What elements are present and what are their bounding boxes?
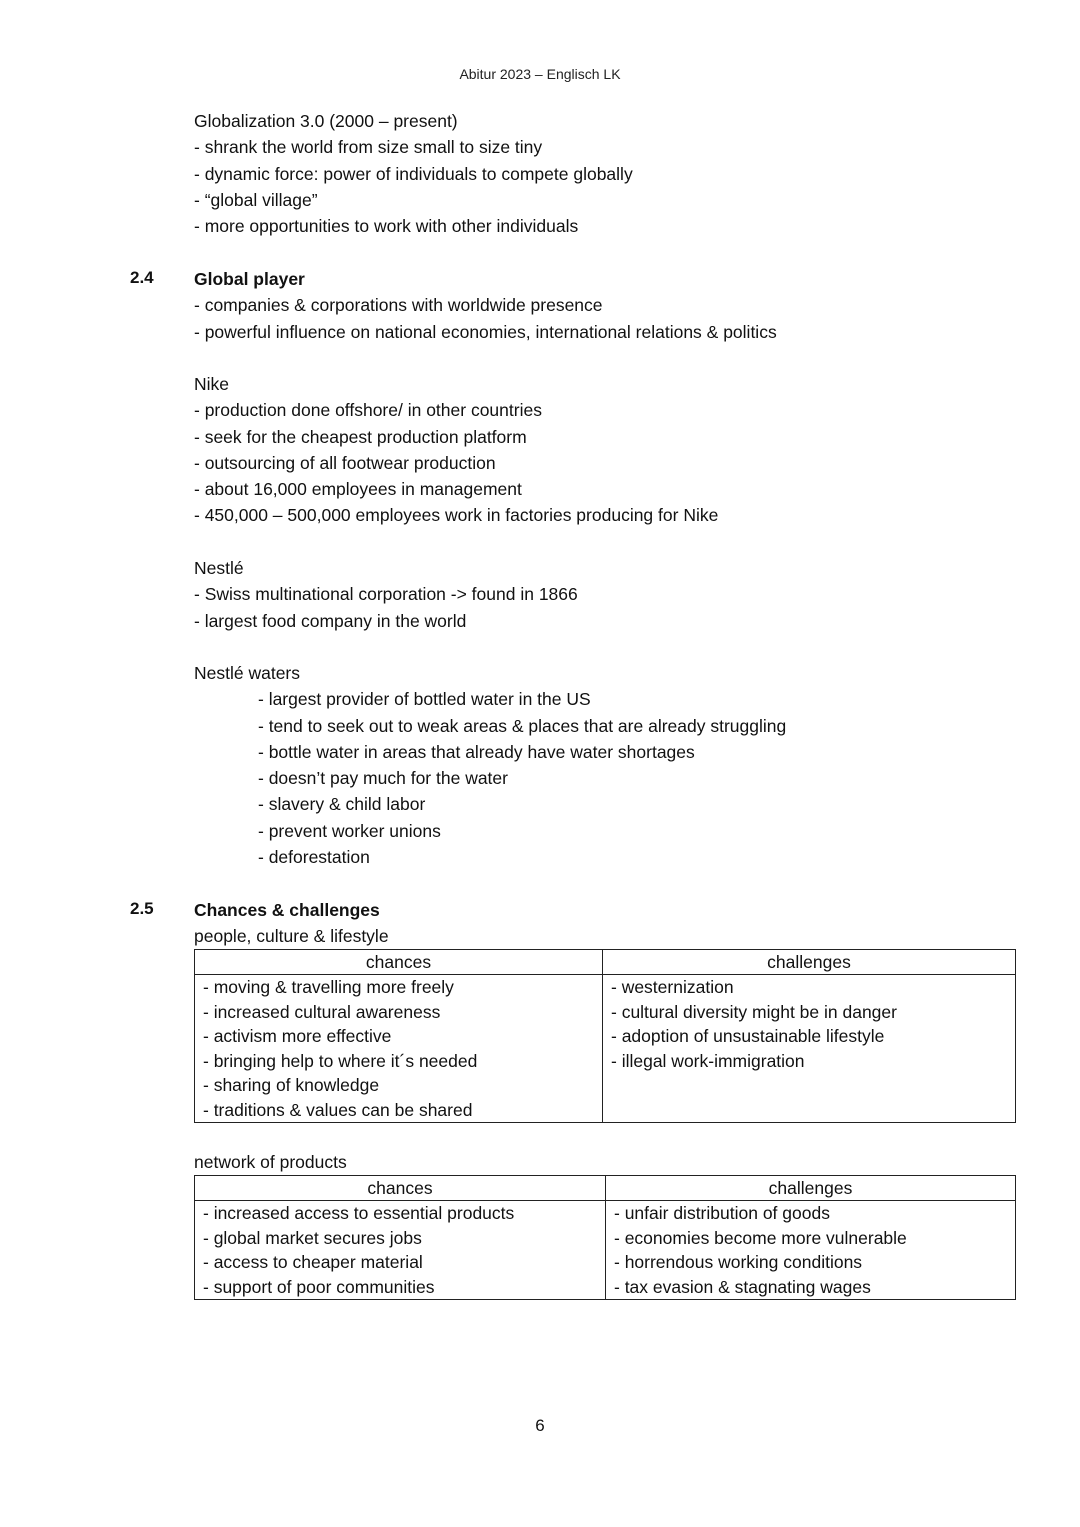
list-item: - activism more effective [203, 1026, 392, 1046]
network-products-table [194, 1175, 1016, 1300]
page-number: 6 [535, 1416, 545, 1435]
nike-section [194, 371, 718, 529]
chances-cell [195, 975, 603, 1123]
list-item: - dynamic force: power of individuals to compete globally [194, 163, 633, 184]
column-header-chances: chances [195, 950, 603, 975]
list-item: - sharing of knowledge [203, 1075, 380, 1095]
nike-title: Nike [194, 374, 230, 394]
challenges-cell [606, 1201, 1016, 1300]
list-item: - horrendous working conditions [614, 1252, 863, 1272]
list-item: - increased access to essential products [203, 1203, 515, 1223]
challenges-cell [603, 975, 1016, 1123]
list-item: - deforestation [258, 847, 370, 868]
list-item: - economies become more vulnerable [614, 1227, 907, 1248]
list-item: - Swiss multinational corporation -> found in 1866 [194, 584, 578, 605]
nestle-waters-title: Nestlé waters [194, 663, 301, 683]
list-item: - production done offshore/ in other countries [194, 400, 542, 421]
section-number-2-4: 2.4 [130, 268, 154, 287]
people-culture-table [194, 949, 1016, 1123]
list-item: - tend to seek out to weak areas & places that are already struggling [258, 715, 787, 736]
nestle-waters-section [194, 660, 786, 870]
column-header-chances: chances [195, 1176, 606, 1201]
list-item: - companies & corporations with worldwide presence [194, 295, 603, 316]
nestle-title: Nestlé [194, 558, 244, 578]
page-header: Abitur 2023 – Englisch LK [459, 66, 621, 82]
list-item: - bottle water in areas that already have water shortages [258, 741, 695, 762]
list-item: - access to cheaper material [203, 1252, 423, 1272]
list-item: - global market secures jobs [203, 1227, 422, 1248]
list-item: - doesn’t pay much for the water [258, 768, 508, 789]
list-item: - largest provider of bottled water in the US [258, 689, 591, 710]
network-products-label-block [194, 1149, 347, 1175]
list-item: - 450,000 – 500,000 employees work in factories producing for Nike [194, 505, 719, 526]
chances-cell [195, 1201, 606, 1300]
table-label: people, culture & lifestyle [194, 926, 389, 947]
list-item: - largest food company in the world [194, 610, 467, 631]
list-item: - westernization [611, 977, 734, 997]
list-item: - traditions & values can be shared [203, 1099, 473, 1120]
list-item: - illegal work-immigration [611, 1050, 805, 1071]
list-item: - more opportunities to work with other individuals [194, 216, 579, 237]
section-heading: Chances & challenges [194, 900, 380, 920]
globalization-title: Globalization 3.0 (2000 – present) [194, 111, 458, 131]
chances-challenges-section [194, 897, 389, 949]
list-item: - shrank the world from size small to size tiny [194, 137, 543, 158]
list-item: - seek for the cheapest production platform [194, 426, 527, 447]
nestle-section [194, 555, 578, 634]
globalization-section [194, 108, 633, 239]
list-item: - unfair distribution of goods [614, 1203, 830, 1223]
list-item: - increased cultural awareness [203, 1001, 441, 1022]
list-item: - prevent worker unions [258, 820, 441, 841]
column-header-challenges: challenges [603, 950, 1016, 975]
table-label: network of products [194, 1152, 347, 1172]
list-item: - outsourcing of all footwear production [194, 452, 496, 473]
section-heading: Global player [194, 269, 305, 289]
list-item: - moving & travelling more freely [203, 977, 454, 997]
list-item: - support of poor communities [203, 1276, 435, 1297]
list-item: - about 16,000 employees in management [194, 479, 522, 500]
list-item: - slavery & child labor [258, 794, 426, 815]
list-item: - powerful influence on national economies, international relations & politics [194, 321, 777, 342]
global-player-section [194, 266, 777, 345]
list-item: - “global village” [194, 189, 318, 210]
list-item: - adoption of unsustainable lifestyle [611, 1026, 885, 1046]
list-item: - cultural diversity might be in danger [611, 1001, 897, 1022]
section-number-2-5: 2.5 [130, 899, 154, 918]
column-header-challenges: challenges [606, 1176, 1016, 1201]
list-item: - bringing help to where it´s needed [203, 1050, 478, 1071]
list-item: - tax evasion & stagnating wages [614, 1276, 871, 1297]
